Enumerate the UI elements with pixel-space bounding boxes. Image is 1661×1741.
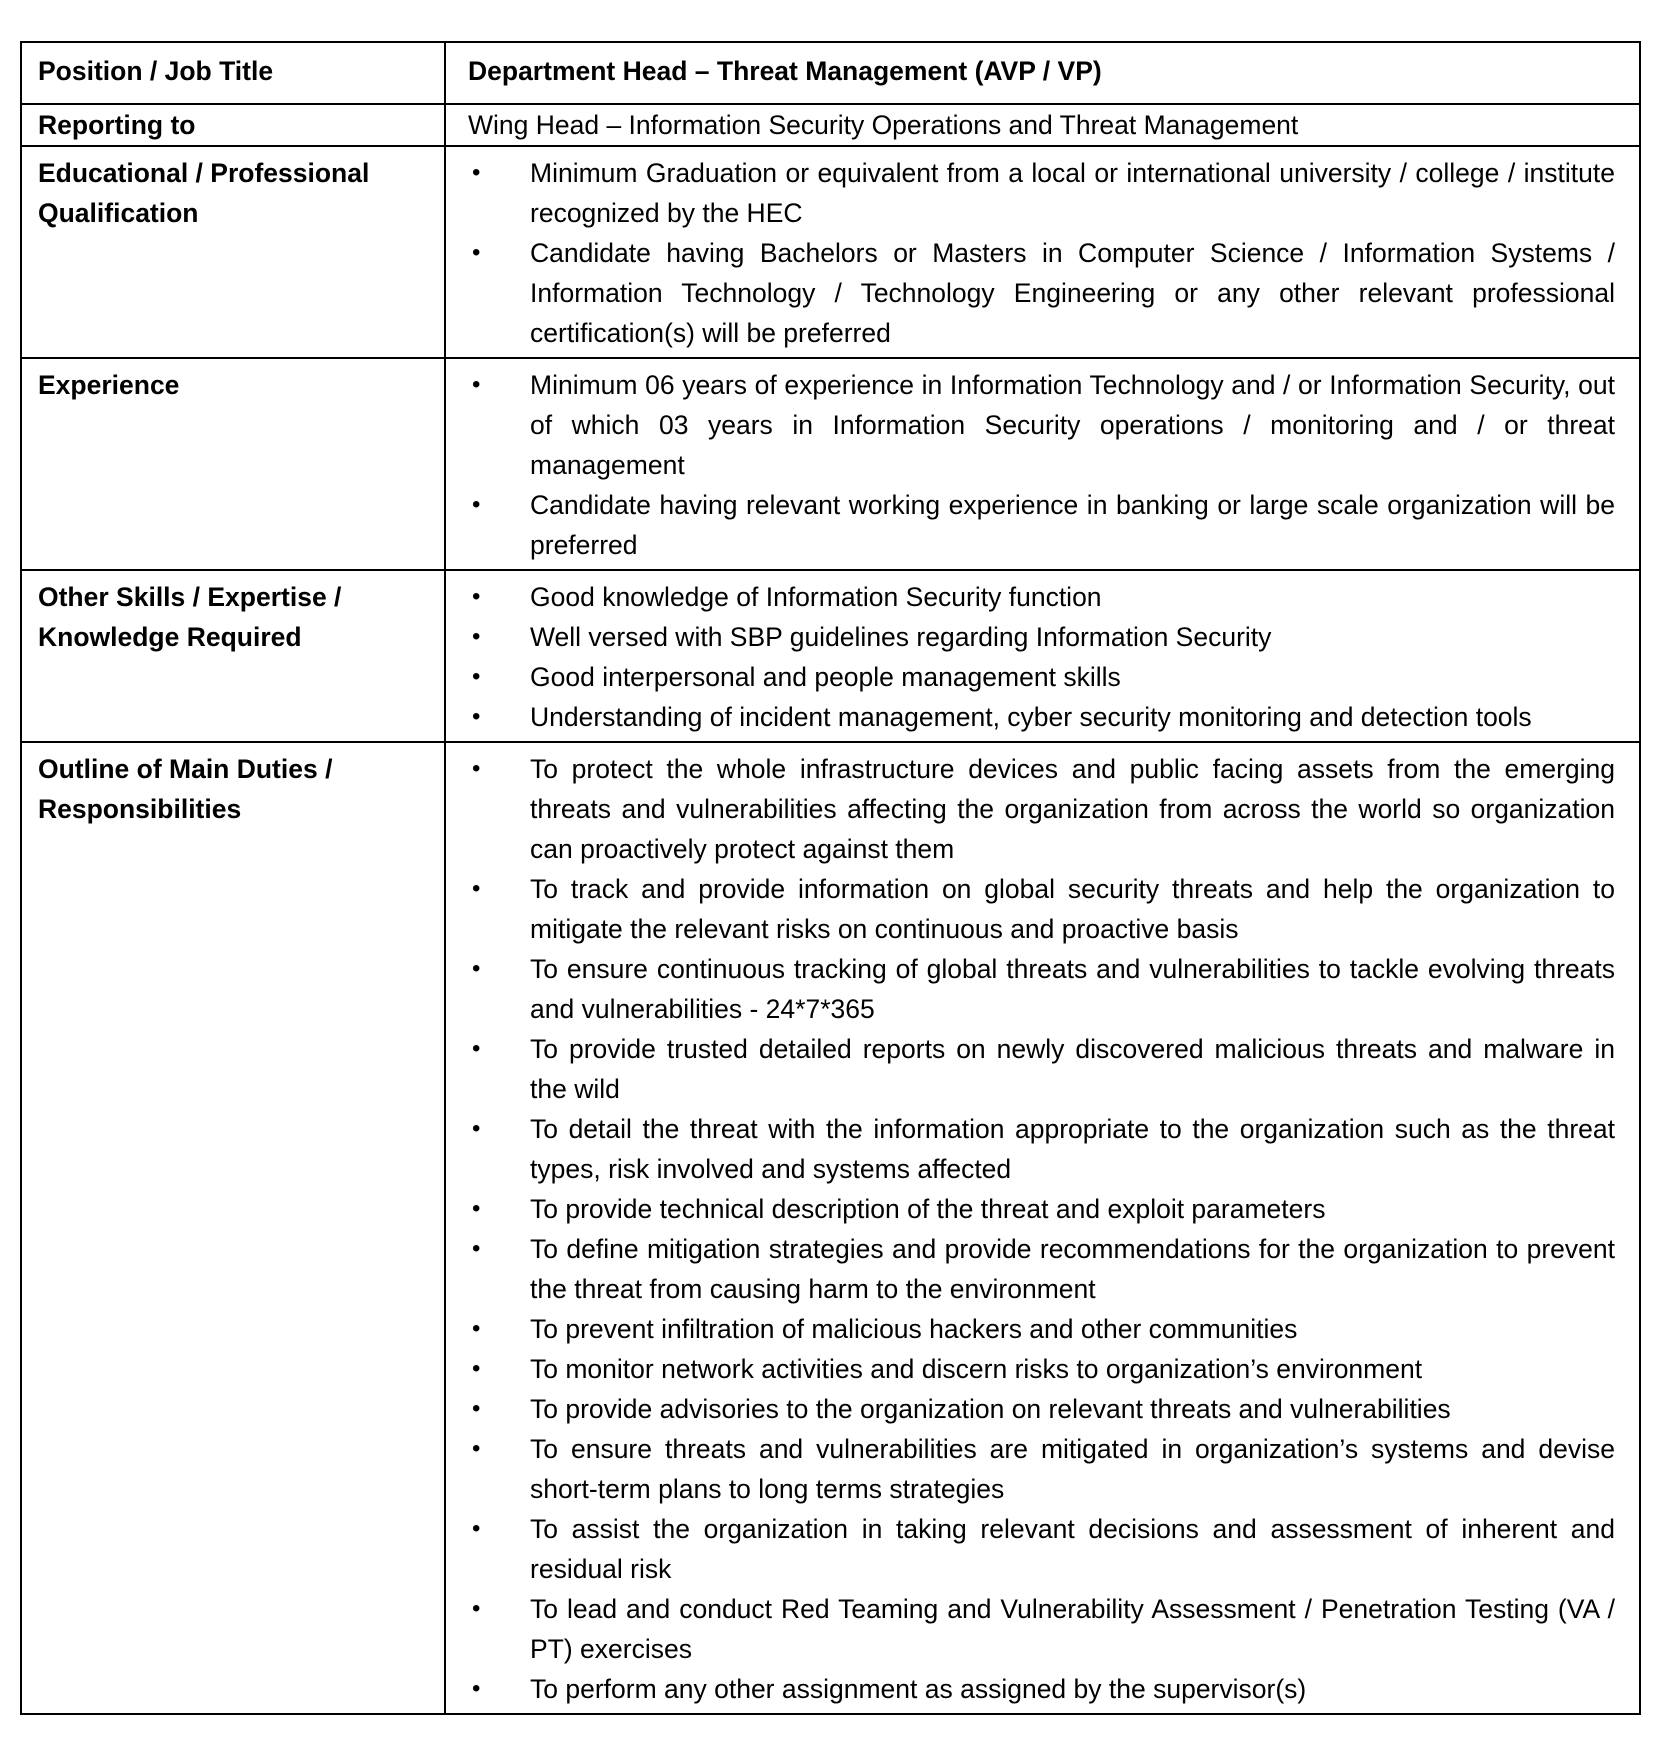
list-item-text: To provide trusted detailed reports on newly discovered malicious threats and malware in the wild [530, 1034, 1615, 1104]
list-item-text: To monitor network activities and discern risks to organization’s environment [530, 1354, 1423, 1384]
list-item [446, 1309, 1615, 1349]
job-description-table [20, 41, 1641, 1715]
position-value: Department Head – Threat Management (AVP / VP) [445, 42, 1640, 104]
education-label-line2: Qualification [38, 198, 199, 228]
row-skills [21, 570, 1640, 742]
skills-label-line1: Other Skills / Expertise / [38, 582, 342, 612]
list-item [446, 749, 1615, 869]
bullet-icon: • [472, 1675, 481, 1702]
list-item-text: Understanding of incident management, cyber security monitoring and detection tools [530, 702, 1532, 732]
bullet-icon: • [472, 1355, 481, 1382]
bullet-icon: • [472, 1395, 481, 1422]
list-item-text: To perform any other assignment as assigned by the supervisor(s) [530, 1674, 1307, 1704]
bullet-icon: • [472, 755, 481, 782]
duties-label-line1: Outline of Main Duties / [38, 754, 333, 784]
row-experience [21, 358, 1640, 570]
list-item [446, 577, 1615, 617]
position-label: Position / Job Title [21, 42, 445, 104]
list-item [446, 697, 1615, 737]
bullet-icon: • [472, 1435, 481, 1462]
list-item [446, 485, 1615, 565]
list-item [446, 1589, 1615, 1669]
bullet-icon: • [472, 623, 481, 650]
list-item [446, 1189, 1615, 1229]
duties-label [21, 742, 445, 1714]
list-item [446, 949, 1615, 1029]
duties-list [446, 749, 1615, 1709]
list-item [446, 657, 1615, 697]
duties-label-line2: Responsibilities [38, 794, 242, 824]
education-label-line1: Educational / Professional [38, 158, 370, 188]
bullet-icon: • [472, 1115, 481, 1142]
bullet-icon: • [472, 1515, 481, 1542]
list-item-text: Minimum 06 years of experience in Information Technology and / or Information Security, out of which 03 years in Information Security operations / monitoring and / or threat management [530, 370, 1615, 480]
list-item-text: To ensure threats and vulnerabilities are mitigated in organization’s systems and devise short-term plans to long terms strategies [530, 1434, 1615, 1504]
list-item [446, 1429, 1615, 1509]
list-item [446, 1389, 1615, 1429]
list-item-text: To provide advisories to the organization on relevant threats and vulnerabilities [530, 1394, 1451, 1424]
bullet-icon: • [472, 239, 481, 266]
list-item-text: To lead and conduct Red Teaming and Vulnerability Assessment / Penetration Testing (VA / PT) exercises [530, 1594, 1615, 1664]
bullet-icon: • [472, 1235, 481, 1262]
skills-label-line2: Knowledge Required [38, 622, 302, 652]
list-item [446, 869, 1615, 949]
skills-value [445, 570, 1640, 742]
list-item [446, 1229, 1615, 1309]
skills-label [21, 570, 445, 742]
list-item-text: To provide technical description of the threat and exploit parameters [530, 1194, 1326, 1224]
list-item [446, 365, 1615, 485]
list-item [446, 1109, 1615, 1189]
bullet-icon: • [472, 371, 481, 398]
list-item [446, 1349, 1615, 1389]
row-duties [21, 742, 1640, 1714]
education-label [21, 146, 445, 358]
bullet-icon: • [472, 703, 481, 730]
list-item-text: To track and provide information on global security threats and help the organization to mitigate the relevant risks on continuous and proactive basis [530, 874, 1615, 944]
bullet-icon: • [472, 875, 481, 902]
reporting-label: Reporting to [21, 104, 445, 146]
list-item-text: Minimum Graduation or equivalent from a local or international university / college / institute recognized by the HEC [530, 158, 1615, 228]
list-item-text: Candidate having relevant working experience in banking or large scale organization will be preferred [530, 490, 1615, 560]
list-item-text: To protect the whole infrastructure devices and public facing assets from the emerging threats and vulnerabilities affecting the organization from across the world so organization can proactively protect against them [530, 754, 1615, 864]
skills-list [446, 577, 1615, 737]
list-item-text: To detail the threat with the information appropriate to the organization such as the threat types, risk involved and systems affected [530, 1114, 1615, 1184]
bullet-icon: • [472, 159, 481, 186]
list-item-text: Well versed with SBP guidelines regarding Information Security [530, 622, 1272, 652]
bullet-icon: • [472, 1035, 481, 1062]
list-item-text: Candidate having Bachelors or Masters in Computer Science / Information Systems / Information Technology / Technology Engineering or any other relevant professional certification(s) will be preferred [530, 238, 1615, 348]
bullet-icon: • [472, 491, 481, 518]
bullet-icon: • [472, 583, 481, 610]
row-reporting [21, 104, 1640, 146]
bullet-icon: • [472, 955, 481, 982]
list-item-text: Good interpersonal and people management skills [530, 662, 1121, 692]
bullet-icon: • [472, 663, 481, 690]
list-item [446, 1669, 1615, 1709]
list-item [446, 617, 1615, 657]
experience-value [445, 358, 1640, 570]
list-item-text: To define mitigation strategies and provide recommendations for the organization to prevent the threat from causing harm to the environment [530, 1234, 1615, 1304]
list-item-text: To prevent infiltration of malicious hackers and other communities [530, 1314, 1298, 1344]
experience-label: Experience [21, 358, 445, 570]
education-list [446, 153, 1615, 353]
row-education [21, 146, 1640, 358]
duties-value [445, 742, 1640, 1714]
experience-list [446, 365, 1615, 565]
list-item [446, 153, 1615, 233]
list-item-text: Good knowledge of Information Security function [530, 582, 1102, 612]
list-item [446, 233, 1615, 353]
education-value [445, 146, 1640, 358]
reporting-value: Wing Head – Information Security Operations and Threat Management [445, 104, 1640, 146]
bullet-icon: • [472, 1315, 481, 1342]
list-item [446, 1509, 1615, 1589]
bullet-icon: • [472, 1595, 481, 1622]
row-position [21, 42, 1640, 104]
list-item [446, 1029, 1615, 1109]
list-item-text: To ensure continuous tracking of global threats and vulnerabilities to tackle evolving threats and vulnerabilities - 24*7*365 [530, 954, 1615, 1024]
list-item-text: To assist the organization in taking relevant decisions and assessment of inherent and residual risk [530, 1514, 1615, 1584]
bullet-icon: • [472, 1195, 481, 1222]
